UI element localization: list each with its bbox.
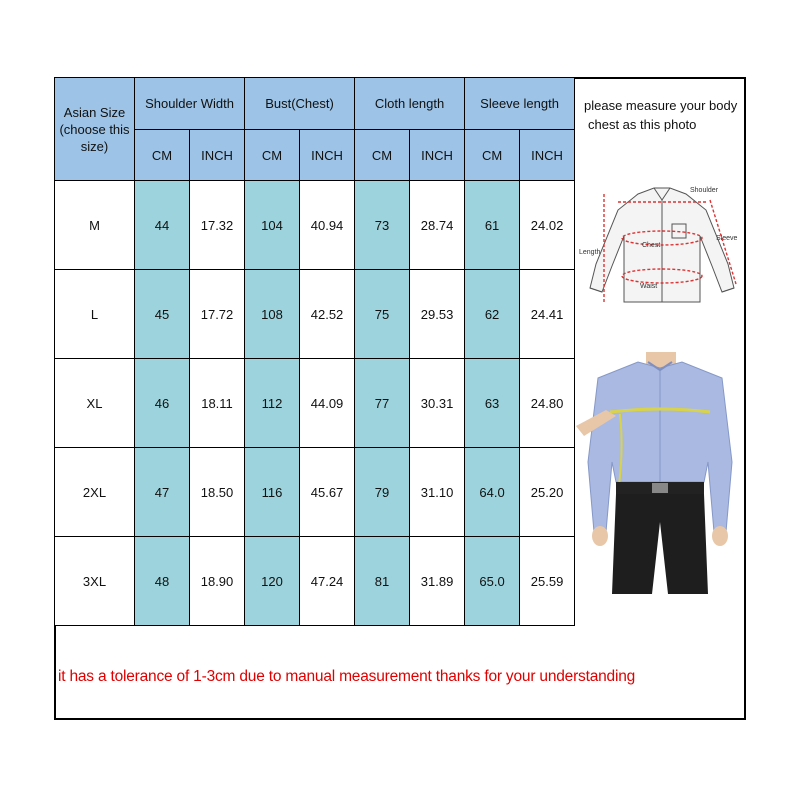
table-row	[55, 537, 575, 626]
measurement-instructions	[584, 96, 746, 134]
sleeve-label: Sleeve	[716, 235, 738, 242]
value-cell: 24.80	[520, 359, 575, 448]
value-cell: 31.10	[410, 448, 465, 537]
value-cell: 18.90	[190, 537, 245, 626]
group-header-sleeve-length: Sleeve length	[465, 78, 575, 130]
value-cell: 25.20	[520, 448, 575, 537]
group-header-bust: Bust(Chest)	[245, 78, 355, 130]
value-cell: 65.0	[465, 537, 520, 626]
size-cell: XL	[55, 359, 135, 448]
unit-header: CM	[135, 130, 190, 181]
value-cell: 29.53	[410, 270, 465, 359]
group-header-cloth-length: Cloth length	[355, 78, 465, 130]
value-cell: 120	[245, 537, 300, 626]
value-cell: 116	[245, 448, 300, 537]
model-measuring-photo	[576, 352, 744, 594]
value-cell: 48	[135, 537, 190, 626]
size-cell: 3XL	[55, 537, 135, 626]
unit-header: CM	[245, 130, 300, 181]
value-cell: 31.89	[410, 537, 465, 626]
value-cell: 44	[135, 181, 190, 270]
waist-label: Waist	[640, 283, 658, 290]
value-cell: 73	[355, 181, 410, 270]
value-cell: 75	[355, 270, 410, 359]
table-row	[55, 359, 575, 448]
chest-label: Chest	[642, 242, 661, 249]
value-cell: 17.72	[190, 270, 245, 359]
value-cell: 28.74	[410, 181, 465, 270]
instruction-line: chest as this photo	[588, 117, 697, 132]
size-cell: M	[55, 181, 135, 270]
value-cell: 61	[465, 181, 520, 270]
value-cell: 63	[465, 359, 520, 448]
length-label: Length	[579, 249, 601, 256]
size-header-cell	[55, 78, 135, 181]
group-header-shoulder: Shoulder Width	[135, 78, 245, 130]
value-cell: 47	[135, 448, 190, 537]
value-cell: 42.52	[300, 270, 355, 359]
unit-header: CM	[355, 130, 410, 181]
value-cell: 24.02	[520, 181, 575, 270]
value-cell: 77	[355, 359, 410, 448]
value-cell: 81	[355, 537, 410, 626]
value-cell: 104	[245, 181, 300, 270]
unit-header: INCH	[520, 130, 575, 181]
table-row	[55, 448, 575, 537]
value-cell: 112	[245, 359, 300, 448]
unit-header: INCH	[410, 130, 465, 181]
value-cell: 17.32	[190, 181, 245, 270]
value-cell: 62	[465, 270, 520, 359]
value-cell: 45	[135, 270, 190, 359]
value-cell: 45.67	[300, 448, 355, 537]
value-cell: 44.09	[300, 359, 355, 448]
value-cell: 18.11	[190, 359, 245, 448]
value-cell: 64.0	[465, 448, 520, 537]
value-cell: 40.94	[300, 181, 355, 270]
size-cell: L	[55, 270, 135, 359]
tolerance-note: it has a tolerance of 1-3cm due to manual measurement thanks for your understanding	[58, 668, 636, 685]
value-cell: 46	[135, 359, 190, 448]
value-cell: 108	[245, 270, 300, 359]
unit-header: INCH	[300, 130, 355, 181]
value-cell: 18.50	[190, 448, 245, 537]
header-row-groups	[55, 78, 575, 130]
value-cell: 79	[355, 448, 410, 537]
shirt-measurement-diagram	[578, 180, 746, 312]
unit-header: CM	[465, 130, 520, 181]
table-row	[55, 181, 575, 270]
value-cell: 47.24	[300, 537, 355, 626]
value-cell: 25.59	[520, 537, 575, 626]
shoulder-label: Shoulder	[690, 187, 719, 194]
size-table	[54, 77, 575, 626]
size-header-line: size)	[80, 138, 109, 154]
instruction-line: please measure your body	[584, 98, 738, 113]
size-header-line: Asian Size	[63, 104, 126, 120]
size-cell: 2XL	[55, 448, 135, 537]
table-row	[55, 270, 575, 359]
value-cell: 30.31	[410, 359, 465, 448]
unit-header: INCH	[190, 130, 245, 181]
value-cell: 24.41	[520, 270, 575, 359]
size-header-line: (choose this	[59, 121, 130, 137]
